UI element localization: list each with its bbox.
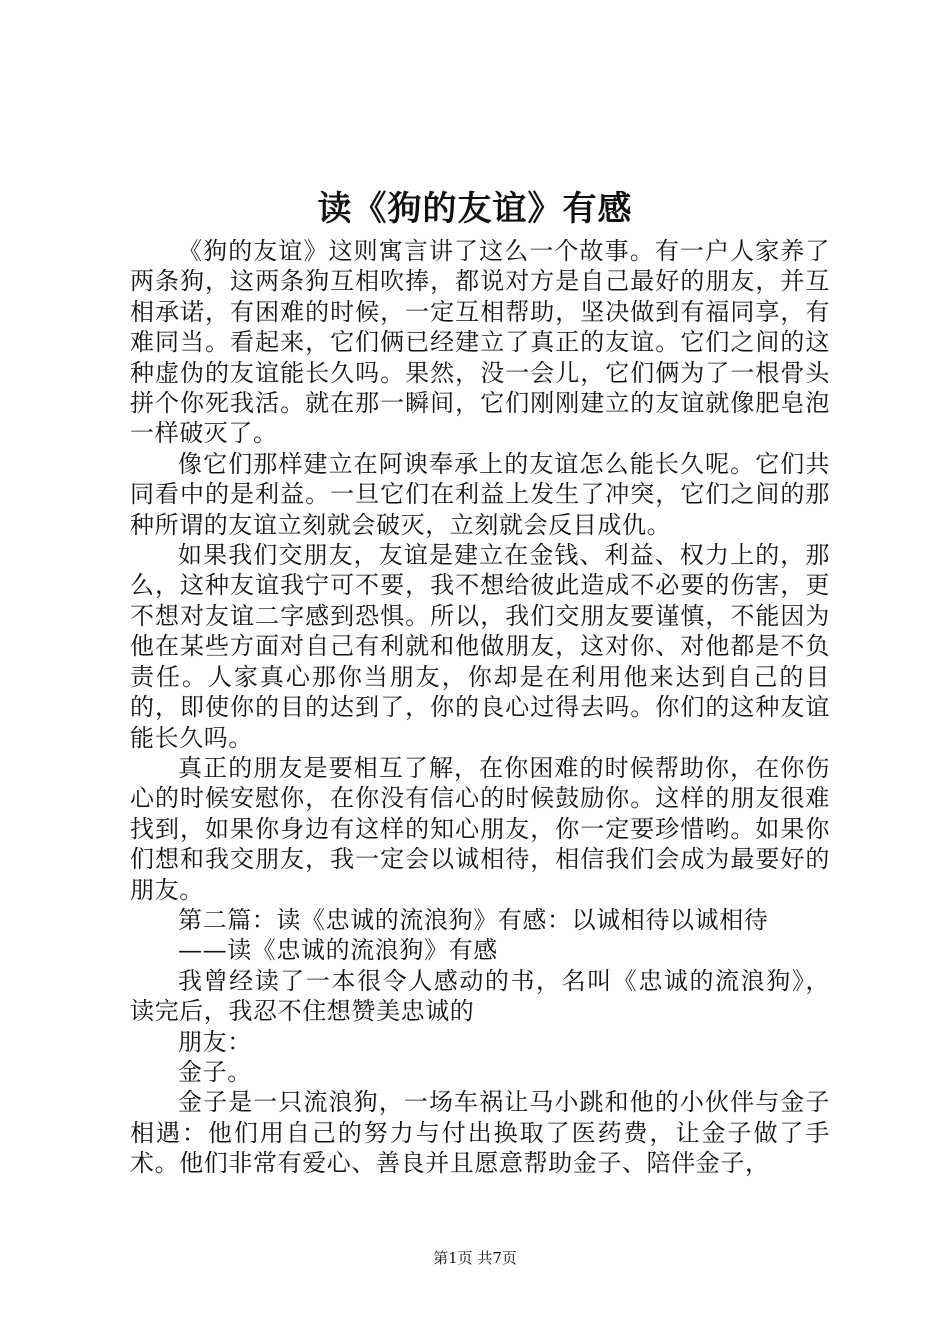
paragraph: 像它们那样建立在阿谀奉承上的友谊怎么能长久呢。它们共同看中的是利益。一旦它们在利益上发生了冲突，它们之间的那种所谓的友谊立刻就会破灭，立刻就会反目成仇。: [130, 449, 830, 539]
paragraph: 我曾经读了一本很令人感动的书，名叫《忠诚的流浪狗》，读完后，我忍不住想赞美忠诚的: [130, 966, 830, 1026]
paragraph: 金子。: [178, 1057, 252, 1086]
paragraph: 真正的朋友是要相互了解，在你困难的时候帮助你，在你伤心的时候安慰你，在你没有信心的时候鼓励你。这样的朋友很难找到，如果你身边有这样的知心朋友，你一定要珍惜哟。如果你们想和我交朋友，我一定会以诚相待，相信我们会成为最要好的朋友。: [130, 753, 830, 904]
section-subheading: ——读《忠诚的流浪狗》有感: [178, 936, 498, 965]
document-body: [130, 236, 830, 1179]
section-heading: 第二篇：读《忠诚的流浪狗》有感：以诚相待以诚相待: [178, 905, 769, 934]
paragraph: 金子是一只流浪狗，一场车祸让马小跳和他的小伙伴与金子相遇：他们用自己的努力与付出换取了医药费，让金子做了手术。他们非常有爱心、善良并且愿意帮助金子、陪伴金子，: [130, 1088, 830, 1178]
paragraph: 如果我们交朋友，友谊是建立在金钱、利益、权力上的，那么，这种友谊我宁可不要，我不想给彼此造成不必要的伤害，更不想对友谊二字感到恐惧。所以，我们交朋友要谨慎，不能因为他在某些方面对自己有利就和他做朋友，这对你、对他都是不负责任。人家真心那你当朋友，你却是在利用他来达到自己的目的，即使你的目的达到了，你的良心过得去吗。你们的这种友谊能长久吗。: [130, 541, 830, 752]
paragraph: 朋友：: [178, 1027, 252, 1056]
page-number-footer: 第1页 共7页: [433, 1249, 517, 1267]
document-title: 读《狗的友谊》有感: [317, 189, 633, 229]
paragraph: 《狗的友谊》这则寓言讲了这么一个故事。有一户人家养了两条狗，这两条狗互相吹捧，都说对方是自己最好的朋友，并互相承诺，有困难的时候，一定互相帮助，坚决做到有福同享，有难同当。看起来，它们俩已经建立了真正的友谊。它们之间的这种虚伪的友谊能长久吗。果然，没一会儿，它们俩为了一根骨头拼个你死我活。就在那一瞬间，它们刚刚建立的友谊就像肥皂泡一样破灭了。: [130, 237, 830, 448]
